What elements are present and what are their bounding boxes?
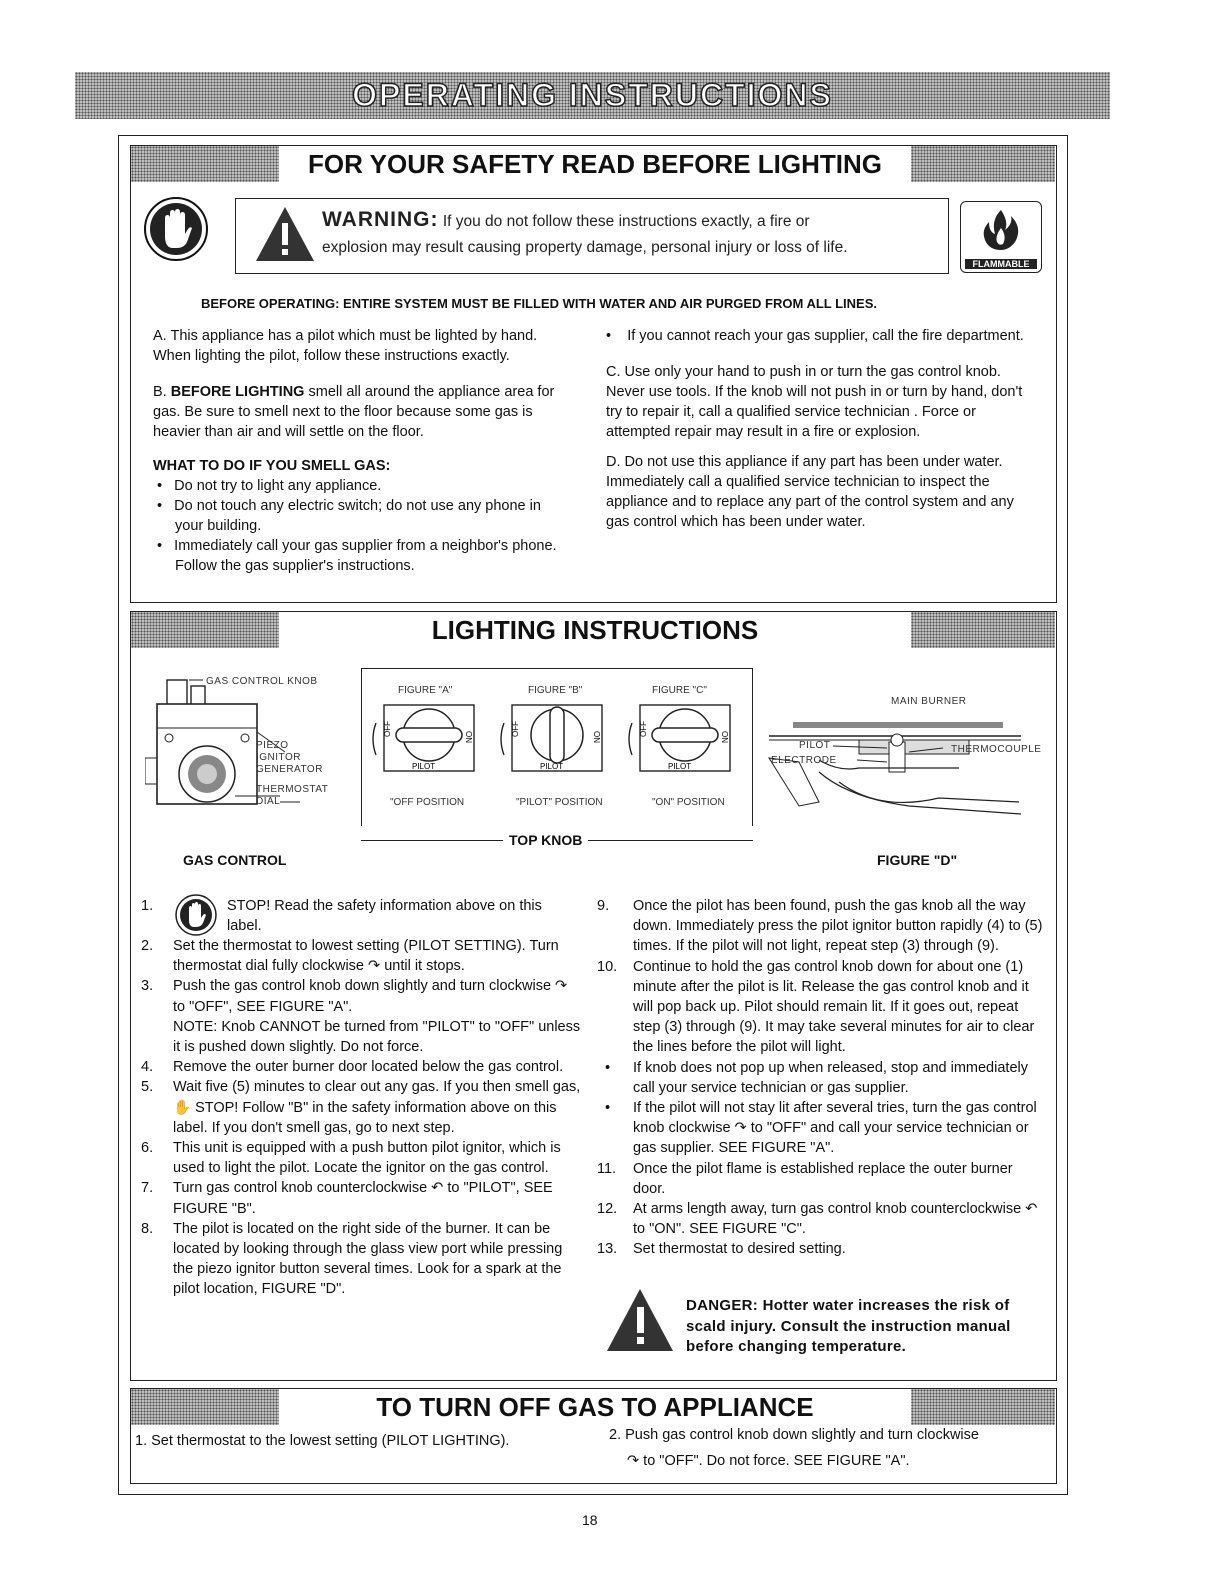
stop-hand-icon bbox=[143, 196, 209, 262]
svg-text:PILOT: PILOT bbox=[412, 762, 436, 771]
banner-title: OPERATING INSTRUCTIONS bbox=[352, 77, 833, 113]
figure-a-label: FIGURE "A" bbox=[398, 685, 453, 696]
svg-text:ON: ON bbox=[720, 731, 729, 743]
smell-item: • Do not touch any electric switch; do not use any phone in your building. bbox=[157, 498, 541, 534]
smell-gas-heading: WHAT TO DO IF YOU SMELL GAS: bbox=[153, 458, 391, 474]
svg-text:PILOT: PILOT bbox=[668, 762, 692, 771]
svg-text:OFF: OFF bbox=[639, 721, 648, 737]
svg-text:OFF: OFF bbox=[511, 721, 520, 737]
smell-item: • Do not try to light any appliance. bbox=[157, 478, 382, 494]
safety-panel bbox=[130, 145, 1057, 603]
svg-text:ON: ON bbox=[464, 731, 473, 743]
step-6: This unit is equipped with a push button pilot ignitor, which is used to light the pilot. Locate the ignitor on the gas control. bbox=[173, 1140, 561, 1177]
safety-item-d: D. Do not use this appliance if any part has been under water. Immediately call a qualified service technician to inspect the appliance and to replace any part of the control system and any gas control which has been under water. bbox=[606, 454, 1014, 530]
electrode-label: ELECTRODE bbox=[771, 755, 837, 766]
step-4: Remove the outer burner door located below the gas control. bbox=[173, 1059, 564, 1076]
step-10: Continue to hold the gas control knob down for about one (1) minute after the pilot is lit. Release the gas control knob and it will pop back up. Pilot should remain lit. If it goes out, repeat step (3) through (9). It may take several minutes for air to clear the lines before the pilot will light. bbox=[633, 958, 1035, 1056]
flammable-icon bbox=[960, 201, 1042, 273]
page-banner bbox=[75, 72, 1110, 119]
lighting-panel bbox=[130, 611, 1057, 1381]
smell-item: • Immediately call your gas supplier from a neighbor's phone. Follow the gas supplier's instructions. bbox=[157, 538, 557, 574]
safety-title: FOR YOUR SAFETY READ BEFORE LIGHTING bbox=[279, 146, 911, 182]
safety-item-a: A. This appliance has a pilot which must be lighted by hand. When lighting the pilot, follow these instructions exactly. bbox=[153, 328, 538, 364]
danger-text: DANGER: Hotter water increases the risk of scald injury. Consult the instruction manual before changing temperature. bbox=[686, 1297, 1011, 1355]
svg-text:PILOT: PILOT bbox=[540, 762, 564, 771]
warning-triangle-icon bbox=[254, 205, 316, 263]
page-number: 18 bbox=[582, 1512, 598, 1528]
warning-label: WARNING: bbox=[322, 208, 439, 231]
piezo-label: PIEZO IGNITOR GENERATOR bbox=[256, 740, 323, 775]
turnoff-step-2a: 2. Push gas control knob down slightly and turn clockwise bbox=[609, 1427, 979, 1443]
svg-text:OFF: OFF bbox=[383, 721, 392, 737]
step-2: Set the thermostat to lowest setting (PILOT SETTING). Turn thermostat dial fully clockwise ↷ until it stops. bbox=[173, 938, 559, 975]
svg-text:ON: ON bbox=[592, 731, 601, 743]
top-knob-caption: TOP KNOB bbox=[503, 832, 588, 848]
safety-item-c: C. Use only your hand to push in or turn the gas control knob. Never use tools. If the knob will not push in or turn by hand, don't try to repair it, call a qualified service technician . Force or attempted repair may result in a fire or explosion. bbox=[606, 364, 1023, 440]
warning-text-1: If you do not follow these instructions exactly, a fire or bbox=[442, 213, 810, 230]
step-8: The pilot is located on the right side of the burner. It can be located by looking through the glass view port while pressing the piezo ignitor button several times. Look for a spark at the pilot location, FIGURE "D". bbox=[173, 1220, 563, 1298]
knob-on-figure bbox=[622, 703, 748, 775]
knob-off-figure bbox=[366, 703, 492, 775]
thermocouple-label: THERMOCOUPLE bbox=[951, 744, 1042, 755]
step-10-bullet-2: If the pilot will not stay lit after several tries, turn the gas control knob clockwise ↷ to "OFF" and call your service technician or gas supplier. SEE FIGURE "A". bbox=[633, 1100, 1037, 1157]
step-12: At arms length away, turn gas control knob counterclockwise ↶ to "ON". SEE FIGURE "C". bbox=[633, 1201, 1038, 1238]
lighting-title: LIGHTING INSTRUCTIONS bbox=[279, 612, 911, 648]
warning-text-2: explosion may result causing property damage, personal injury or loss of life. bbox=[322, 239, 848, 256]
right-bullet: • If you cannot reach your gas supplier, call the fire department. bbox=[606, 328, 1024, 344]
safety-item-b: B. BEFORE LIGHTING smell all around the appliance area for gas. Be sure to smell next to the floor because some gas is heavier than air and will settle on the floor. bbox=[153, 384, 555, 440]
turnoff-panel bbox=[130, 1388, 1057, 1484]
figure-b-label: FIGURE "B" bbox=[528, 685, 583, 696]
thermostat-label: THERMOSTAT DIAL bbox=[256, 784, 329, 807]
knob-pilot-figure bbox=[494, 703, 620, 775]
turnoff-title: TO TURN OFF GAS TO APPLIANCE bbox=[279, 1389, 911, 1425]
stop-hand-icon bbox=[175, 894, 217, 936]
flammable-label: FLAMMABLE bbox=[965, 259, 1037, 269]
step-13: Set thermostat to desired setting. bbox=[633, 1241, 846, 1258]
warning-box bbox=[235, 198, 949, 274]
on-position-label: "ON" POSITION bbox=[652, 797, 725, 808]
step-10-bullet-1: If knob does not pop up when released, stop and immediately call your service technician or gas supplier. bbox=[633, 1059, 1028, 1096]
main-burner-label: MAIN BURNER bbox=[891, 696, 967, 707]
pilot-label: PILOT bbox=[799, 740, 831, 751]
top-knob-figures bbox=[361, 668, 753, 826]
off-position-label: "OFF POSITION bbox=[390, 797, 465, 808]
step-1: STOP! Read the safety information above on this label. bbox=[227, 898, 542, 935]
figure-d-caption: FIGURE "D" bbox=[877, 852, 958, 868]
pilot-position-label: "PILOT" POSITION bbox=[516, 797, 603, 808]
gas-control-caption: GAS CONTROL bbox=[183, 852, 287, 868]
steps-left: 1. STOP! Read the safety information above on this label. 2. Set the thermostat to lowest setting (PILOT SETTING). Turn thermostat dial fully clockwise ↷ until it stops. 3. Push the gas control knob down slightly and turn clockwise ↷ to "OFF", SEE FIGURE "A". NOTE: Knob CANNOT be turned from "PILOT" to "OFF" unless it is pushed down slightly. Do not force. 4. Remove the outer burner door located below the gas control. 5. Wait five (5) minutes to clear out any gas. If you then smell gas, ✋ STOP! Follow "B" in the safety information above on this label. If you don't smell gas, go to next step. 6. This unit is equipped with a push button pilot ignitor, which is used to light the pilot. Locate the ignitor on the gas control. 7. Turn gas control knob counterclockwise ↶ to "PILOT", SEE FIGURE "B". 8. The pilot is located on the right side of the burner. It can be located by looking through the glass view port while pressing the piezo ignitor button several times. Look for a spark at the pilot location, FIGURE "D". bbox=[141, 896, 581, 1300]
turnoff-step-1: 1. Set thermostat to the lowest setting (PILOT LIGHTING). bbox=[135, 1433, 510, 1449]
steps-right: 9. Once the pilot has been found, push the gas knob all the way down. Immediately press the pilot ignitor button rapidly (4) to (5) times. If the pilot will not light, repeat step (3) through (9). 10. Continue to hold the gas control knob down for about one (1) minute after the pilot is lit. Release the gas control knob and it will pop back up. Pilot should remain lit. If it goes out, repeat step (3) through (9). It may take several minutes for air to clear the lines before the pilot will light. • If knob does not pop up when released, stop and immediately call your service technician or gas supplier. • If the pilot will not stay lit after several tries, turn the gas control knob clockwise ↷ to "OFF" and call your service technician or gas supplier. SEE FIGURE "A". 11. Once the pilot flame is established replace the outer burner door. 12. At arms length away, turn gas control knob counterclockwise ↶ to "ON". SEE FIGURE "C". 13. Set thermostat to desired setting. bbox=[597, 896, 1045, 1260]
danger-triangle-icon bbox=[605, 1287, 675, 1353]
before-operating: BEFORE OPERATING: ENTIRE SYSTEM MUST BE FILLED WITH WATER AND AIR PURGED FROM ALL LINES. bbox=[201, 296, 877, 311]
figure-c-label: FIGURE "C" bbox=[652, 685, 707, 696]
step-7: Turn gas control knob counterclockwise ↶ to "PILOT", SEE FIGURE "B". bbox=[173, 1180, 553, 1217]
step-3-note: NOTE: Knob CANNOT be turned from "PILOT" to "OFF" unless it is pushed down slightly. Do not force. bbox=[173, 1018, 581, 1056]
step-5: Wait five (5) minutes to clear out any gas. If you then smell gas, ✋ STOP! Follow "B" in the safety information above on this label. If you don't smell gas, go to next step. bbox=[173, 1079, 581, 1136]
step-9: Once the pilot has been found, push the gas knob all the way down. Immediately press the pilot ignitor button rapidly (4) to (5) times. If the pilot will not light, repeat step (3) through (9). bbox=[633, 898, 1043, 955]
turnoff-step-2b: ↷ to "OFF". Do not force. SEE FIGURE "A". bbox=[627, 1453, 910, 1469]
step-3: Push the gas control knob down slightly and turn clockwise ↷ to "OFF", SEE FIGURE "A". bbox=[173, 978, 568, 1015]
step-11: Once the pilot flame is established replace the outer burner door. bbox=[633, 1160, 1013, 1197]
gas-control-knob-label: GAS CONTROL KNOB bbox=[206, 676, 318, 687]
